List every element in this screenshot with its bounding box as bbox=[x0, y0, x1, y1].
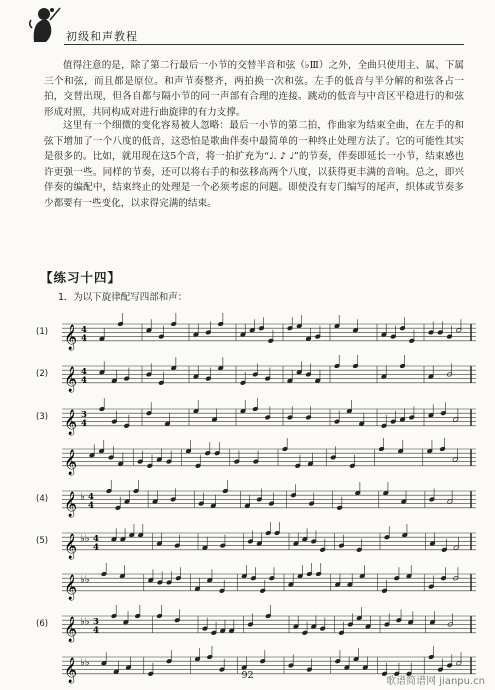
key-signature: ♭ bbox=[80, 491, 85, 503]
music-staff bbox=[62, 604, 476, 646]
treble-clef-icon: 𝄞 bbox=[64, 449, 78, 475]
time-signature: 4 bbox=[93, 625, 99, 636]
staff-row bbox=[36, 397, 476, 439]
staff-label: (2) bbox=[36, 369, 49, 379]
time-signature: 4 bbox=[88, 500, 94, 511]
conductor-logo-icon bbox=[28, 4, 62, 44]
treble-clef-icon: 𝄞 bbox=[64, 574, 78, 600]
music-staff bbox=[62, 521, 476, 563]
key-signature: ♭♭ bbox=[80, 616, 90, 628]
staff-label: (3) bbox=[36, 412, 49, 422]
time-signature: 4 bbox=[81, 366, 87, 377]
staff-label: (5) bbox=[36, 536, 49, 546]
key-signature: ♭♭ bbox=[80, 533, 90, 545]
music-staff bbox=[62, 437, 476, 479]
music-staff bbox=[62, 312, 476, 354]
staff-row bbox=[36, 604, 476, 646]
treble-clef-icon: 𝄞 bbox=[64, 533, 78, 559]
treble-clef-icon: 𝄞 bbox=[64, 491, 78, 517]
watermark: 歌谱简谱网 jianpu.cn bbox=[386, 676, 485, 687]
header-rule bbox=[64, 44, 464, 45]
music-staff bbox=[62, 354, 476, 396]
staff-label: (1) bbox=[36, 327, 49, 337]
treble-clef-icon: 𝄞 bbox=[64, 324, 78, 350]
music-staff bbox=[62, 562, 476, 604]
staff-label: (4) bbox=[36, 494, 49, 504]
time-signature: 4 bbox=[93, 542, 99, 553]
staff-row bbox=[36, 312, 476, 354]
treble-clef-icon: 𝄞 bbox=[64, 657, 78, 683]
music-staff bbox=[62, 479, 476, 521]
treble-clef-icon: 𝄞 bbox=[64, 409, 78, 435]
staff-row bbox=[36, 521, 476, 563]
paragraph-2: 这里有一个细微的变化容易被人忽略：最后一小节的第二拍，作曲家为结束全曲，在左手的和弦下增加了一个八度的低音，这恐怕是歌曲伴奏中最简单的一种终止处理方法了。它的可能性其实是很多的。比如，就用现在这5个音，将一拍扩充为“♩. ♪ ♩”的节奏，伴奏即延长一小节，结束感也许更强一些。同样的节奏，还可以将右手的和弦移高两个八度，以获得更丰满的音响。总之，即兴伴奏的编配中，结束终止的处理是一个必须考虑的问题。即使没有专门编写的尾声，织体或节奏多少都要有一些变化，以求得完满的结束。 bbox=[44, 120, 464, 209]
music-staff bbox=[62, 397, 476, 439]
paragraph-1: 值得注意的是，除了第二行最后一小节的交替半音和弦（♭Ⅲ）之外，全曲只使用主、属、下属三个和弦，而且都是原位。和声节奏整齐，两拍换一次和弦。左手的低音与半分解的和弦各占一拍，交替出现，但各自都与隔小节的同一声部有合理的连接。跳动的低音与中音区平稳进行的和弦形成对照，共同构成对进行曲旋律的有力支撑。 bbox=[44, 60, 464, 118]
header-title: 初级和声教程 bbox=[66, 30, 138, 43]
time-signature: 4 bbox=[88, 491, 94, 502]
staff-row bbox=[36, 354, 476, 396]
staff-row bbox=[36, 479, 476, 521]
exercise-title: 【练习十四】 bbox=[40, 270, 122, 285]
treble-clef-icon: 𝄞 bbox=[64, 366, 78, 392]
time-signature: 4 bbox=[81, 333, 87, 344]
treble-clef-icon: 𝄞 bbox=[64, 616, 78, 642]
time-signature: 4 bbox=[81, 375, 87, 386]
time-signature: 3 bbox=[81, 409, 87, 420]
staff-row bbox=[36, 437, 476, 479]
exercise-instruction: 1．为以下旋律配写四部和声： bbox=[58, 292, 188, 303]
time-signature: 4 bbox=[81, 418, 87, 429]
key-signature: ♭♭ bbox=[80, 574, 90, 586]
time-signature: 3 bbox=[93, 616, 99, 627]
time-signature: 4 bbox=[93, 533, 99, 544]
time-signature: 4 bbox=[81, 324, 87, 335]
page-header bbox=[0, 0, 495, 52]
staff-label: (6) bbox=[36, 619, 49, 629]
key-signature: ♭♭ bbox=[80, 657, 90, 669]
staff-row bbox=[36, 562, 476, 604]
page-number: 92 bbox=[241, 670, 254, 681]
